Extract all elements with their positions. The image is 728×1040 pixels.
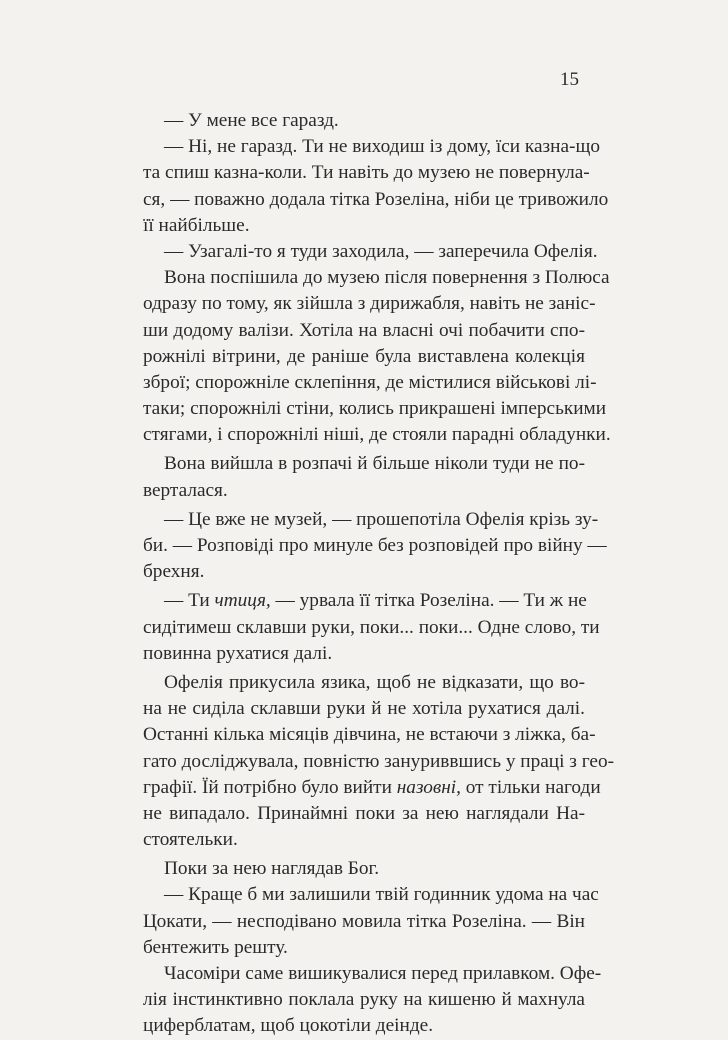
text-line: зброї; спорожніле склепіння, де містилися військові лі-: [143, 371, 597, 393]
text-line: Часоміри саме вишикувалися перед прилавком. Офе-: [164, 963, 602, 984]
text-run: — урвала її тітка Розеліна. — Ти ж не: [270, 590, 587, 612]
text-line: стягами, і спорожнілі ніші, де стояли парадні обладунки.: [143, 424, 611, 446]
text-line: не випадало. Принаймні поки за нею наглядали На-: [143, 802, 585, 824]
text-line: — У мене все гаразд.: [164, 110, 339, 131]
text-line: ся, — поважно додала тітка Розеліна, ніби це тривожило: [143, 188, 609, 210]
text-line: верталася.: [143, 479, 228, 501]
text-line: — Узагалі-то я туди заходила, — заперечила Офелія.: [164, 240, 598, 262]
text-line: брехня.: [143, 561, 205, 583]
text-line: Вона вийшла в розпачі й більше ніколи туди не по-: [164, 453, 585, 475]
text-line: Вона поспішила до музею після повернення з Полюса: [164, 267, 610, 289]
text-line: таки; спорожнілі стіни, колись прикрашені імперськими: [143, 398, 607, 420]
text-line: — Краще б ми залишили твій годинник удома на час: [164, 884, 599, 906]
text-line: стоятельки.: [143, 829, 238, 851]
text-line: Цокати, — несподівано мовила тітка Розеліна. — Він: [143, 910, 585, 932]
text-line: її найбільше.: [143, 214, 250, 236]
text-line: рожнілі вітрини, де раніше була виставлена колекція: [143, 345, 585, 367]
text-line: Останні кілька місяців дівчина, не встаючи з ліжка, ба-: [143, 724, 596, 746]
text-run: графії. Їй потрібно було вийти: [143, 776, 397, 798]
text-line: лія інстинктивно поклала руку на кишеню й махнула: [143, 989, 585, 1011]
text-line: гато досліджувала, повністю зануриввшись у праці з гео-: [143, 750, 615, 772]
text-line: — Ні, не гаразд. Ти не виходиш із дому, їси казна-що: [164, 136, 600, 158]
page-number: 15: [560, 69, 579, 90]
text-run: — Ти: [164, 590, 215, 612]
text-line: [143, 588, 585, 614]
text-line: на не сиділа склавши руки й не хотіла рухатися далі.: [143, 698, 585, 720]
text-line: Поки за нею наглядав Бог.: [164, 858, 380, 880]
text-line: повинна рухатися далі.: [143, 642, 333, 664]
text-line: одразу по тому, як зійшла з дирижабля, навіть не заніс-: [143, 293, 596, 315]
text-line: би. — Розповіді про минуле без розповідей про війну —: [143, 535, 607, 556]
emphasis-run: чтиця,: [214, 590, 271, 612]
text-line: сидітимеш склавши руки, поки... поки... Одне слово, ти: [143, 616, 600, 638]
text-line: [143, 775, 601, 801]
text-line: та спиш казна-коли. Ти навіть до музею не повернула-: [143, 162, 590, 184]
text-line: бентежить решту.: [143, 936, 288, 958]
text-line: — Це вже не музей, — прошепотіла Офелія крізь зу-: [164, 508, 599, 530]
text-line: Офелія прикусила язика, щоб не відказати, що во-: [164, 671, 585, 693]
body-text: [143, 108, 615, 1040]
emphasis-run: назовні,: [396, 776, 461, 798]
text-line: ши додому валізи. Хотіла на власні очі побачити спо-: [143, 319, 585, 341]
text-run: от тільки нагоди: [460, 776, 601, 798]
text-line: циферблатам, щоб цокотіли деінде.: [143, 1015, 434, 1037]
